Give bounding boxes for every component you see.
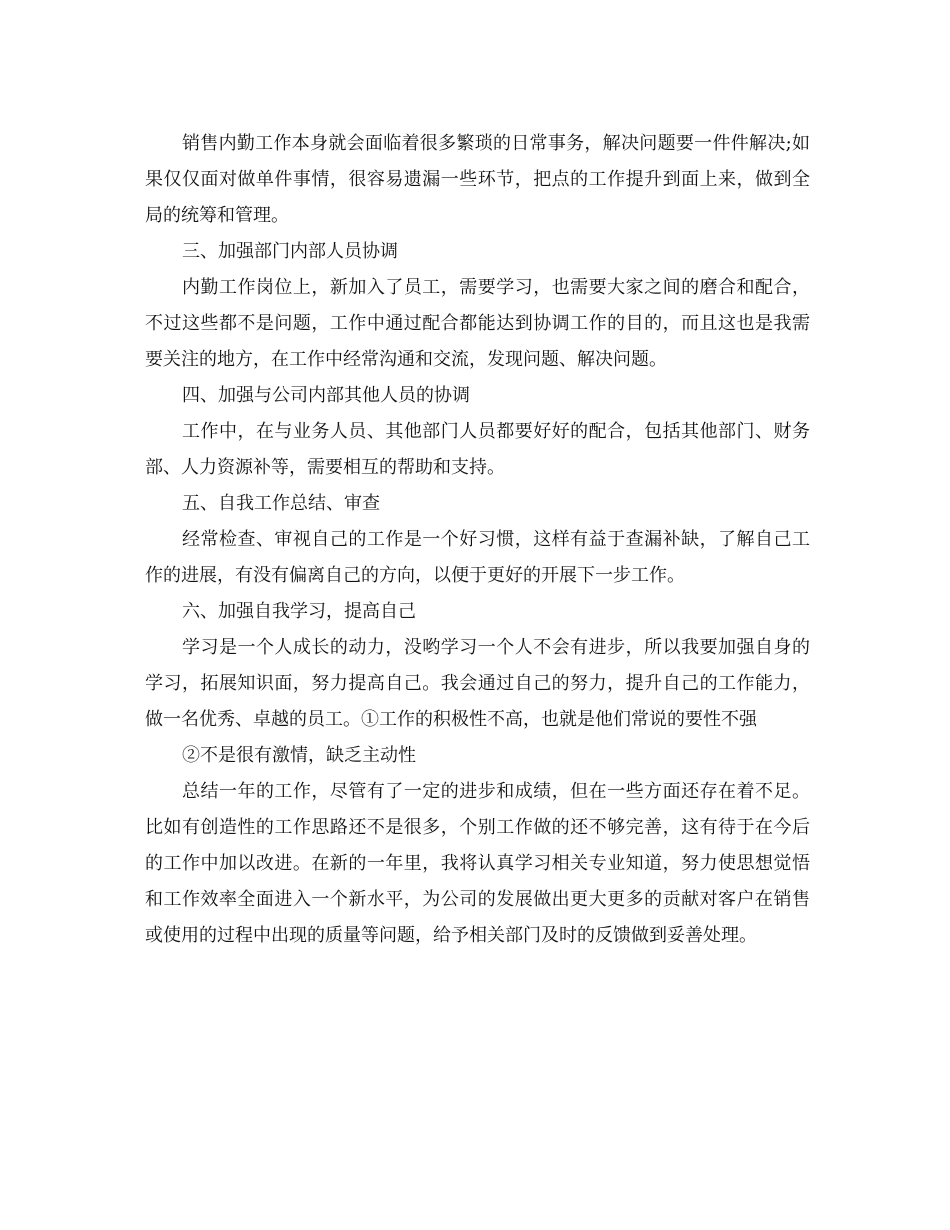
section-heading-6: 六、加强自我学习，提高自己 xyxy=(182,601,416,622)
paragraph-section-5: 经常检查、审视自己的工作是一个好习惯，这样有益于查漏补缺，了解自己工作的进展，有没有偏离自己的方向，以便于更好的开展下一步工作。 xyxy=(145,529,810,586)
paragraph-point-2: ②不是很有激情，缺乏主动性 xyxy=(182,745,416,766)
paragraph-summary: 总结一年的工作，尽管有了一定的进步和成绩，但在一些方面还存在着不足。比如有创造性的工作思路还不是很多，个别工作做的还不够完善，这有待于在今后的工作中加以改进。在新的一年里，我将认真学习相关专业知道，努力使思想觉悟和工作效率全面进入一个新水平，为公司的发展做出更大更多的贡献对客户在销售或使用的过程中出现的质量等问题，给予相关部门及时的反馈做到妥善处理。 xyxy=(145,781,810,946)
document-page xyxy=(145,126,810,954)
section-heading-5: 五、自我工作总结、审查 xyxy=(182,493,380,514)
paragraph-intro: 销售内勤工作本身就会面临着很多繁琐的日常事务，解决问题要一件件解决;如果仅仅面对做单件事情，很容易遗漏一些环节，把点的工作提升到面上来，做到全局的统筹和管理。 xyxy=(145,133,810,226)
paragraph-section-4: 工作中，在与业务人员、其他部门人员都要好好的配合，包括其他部门、财务部、人力资源补等，需要相互的帮助和支持。 xyxy=(145,421,810,478)
paragraph-section-3: 内勤工作岗位上，新加入了员工，需要学习，也需要大家之间的磨合和配合，不过这些都不是问题，工作中通过配合都能达到协调工作的目的，而且这也是我需要关注的地方，在工作中经常沟通和交流，发现问题、解决问题。 xyxy=(145,277,810,370)
paragraph-section-6: 学习是一个人成长的动力，没哟学习一个人不会有进步，所以我要加强自身的学习，拓展知识面，努力提高自己。我会通过自己的努力，提升自己的工作能力，做一名优秀、卓越的员工。①工作的积极性不高，也就是他们常说的要性不强 xyxy=(145,637,810,730)
section-heading-3: 三、加强部门内部人员协调 xyxy=(182,241,398,262)
section-heading-4: 四、加强与公司内部其他人员的协调 xyxy=(182,385,470,406)
